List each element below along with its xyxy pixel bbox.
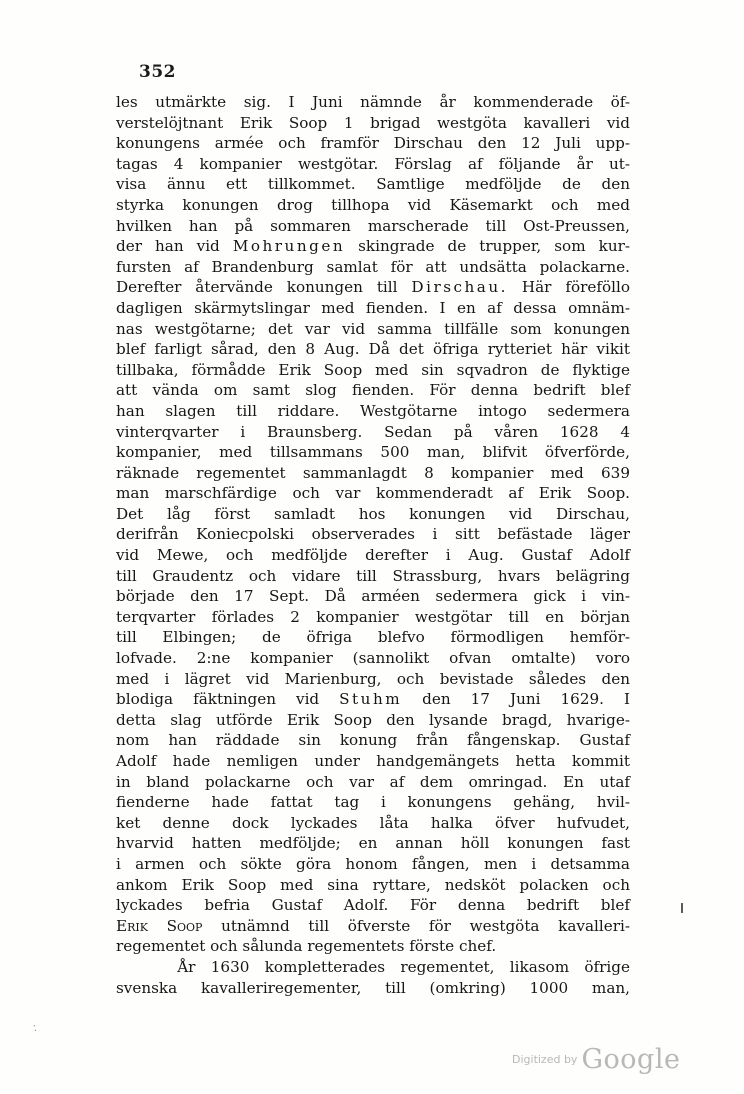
text-fragment: utnämnd till öfverste för westgöta kavalleri- xyxy=(202,916,630,935)
text-line: regementet och sålunda regementets förste chef. xyxy=(116,937,497,956)
text-line: att vända om samt slog fienden. För denna bedrift blef xyxy=(116,381,630,400)
google-logo: Google xyxy=(581,1044,681,1075)
text-line: ankom Erik Soop med sina ryttare, nedsköt polacken och xyxy=(116,875,630,894)
text-line: svenska kavalleriregementer, till (omkring) 1000 man, xyxy=(116,978,630,997)
text-fragment: blodiga fäktningen vid xyxy=(116,690,340,709)
text-line: lyckades befria Gustaf Adolf. För denna bedrift blef xyxy=(116,896,630,915)
place-name-stuhm: Stuhm xyxy=(339,690,403,709)
text-line-mohrungen xyxy=(116,236,630,257)
paragraph-indent xyxy=(116,958,177,976)
scan-speck: ·. xyxy=(29,1019,43,1035)
page-number: 352 xyxy=(139,62,176,82)
text-line: terqvarter förlades 2 kompanier westgötar till en början xyxy=(116,607,630,626)
text-fragment: År 1630 kompletterades regementet, likasom öfrige xyxy=(177,957,630,976)
text-line: man marschfärdige och var kommenderadt af Erik Soop. xyxy=(116,484,630,503)
text-line: lofvade. 2:ne kompanier (sannolikt ofvan omtalte) voro xyxy=(116,649,630,668)
text-line: in bland polackarne och var af dem omringad. En utaf xyxy=(116,772,630,791)
text-line: han slagen till riddare. Westgötarne intogo sedermera xyxy=(116,401,630,420)
text-line: nom han räddade sin konung från fångenskap. Gustaf xyxy=(116,731,630,750)
margin-mark xyxy=(681,903,683,913)
text-line: konungens armée och framför Dirschau den 12 Juli upp- xyxy=(116,134,630,153)
text-line: tillbaka, förmådde Erik Soop med sin sqvadron de flyktige xyxy=(116,360,630,379)
text-line: styrka konungen drog tillhopa vid Käsemarkt och med xyxy=(116,195,630,214)
digitized-watermark xyxy=(512,1044,680,1075)
text-fragment: den 17 Juni 1629. I xyxy=(402,690,630,709)
text-line: dagligen skärmytslingar med fienden. I en af dessa omnäm- xyxy=(116,298,630,317)
text-line: les utmärkte sig. I Juni nämnde år kommenderade öf- xyxy=(116,93,630,111)
text-line: hvilken han på sommaren marscherade till Ost-Preussen, xyxy=(116,216,630,235)
text-line: med i lägret vid Marienburg, och bevistade således den xyxy=(116,669,630,688)
text-line: nas westgötarne; det var vid samma tillfälle som konungen xyxy=(116,319,630,338)
text-line: vinterqvarter i Braunsberg. Sedan på våren 1628 4 xyxy=(116,422,630,441)
name-erik-soop: Erik Soop xyxy=(116,916,203,935)
place-name-mohrungen: Mohrungen xyxy=(232,237,346,256)
text-line: tagas 4 kompanier westgötar. Förslag af följande år ut- xyxy=(116,154,630,173)
text-line: detta slag utförde Erik Soop den lysande bragd, hvarige- xyxy=(116,710,630,729)
text-line-dirschau xyxy=(116,277,630,298)
text-line: Adolf hade nemligen under handgemängets hetta kommit xyxy=(116,752,630,770)
text-line: visa ännu ett tillkommet. Samtlige medföljde de den xyxy=(116,175,630,194)
text-fragment: Här föreföllo xyxy=(507,278,630,297)
text-line: hvarvid hatten medföljde; en annan höll konungen fast xyxy=(116,834,630,853)
text-line: fursten af Brandenburg samlat för att undsätta polackarne. xyxy=(116,257,630,276)
text-line: blef farligt sårad, den 8 Aug. Då det öfriga rytteriet här vikit xyxy=(116,340,630,359)
text-line: fienderne hade fattat tag i konungens gehäng, hvil- xyxy=(116,793,630,812)
text-line: började den 17 Sept. Då arméen sedermera gick i vin- xyxy=(116,587,630,606)
text-fragment: Derefter återvände konungen till xyxy=(116,278,412,297)
text-line: verstelöjtnant Erik Soop 1 brigad westgöta kavalleri vid xyxy=(116,113,630,132)
text-line: kompanier, med tillsammans 500 man, blifvit öfverförde, xyxy=(116,443,630,462)
text-line-stuhm xyxy=(116,689,630,710)
text-line-paragraph-start xyxy=(116,957,630,978)
body-text xyxy=(116,92,630,998)
text-line: ket denne dock lyckades låta halka öfver hufvudet, xyxy=(116,813,630,832)
text-line: till Graudentz och vidare till Strassburg, hvars belägring xyxy=(116,566,630,585)
text-line-erik-soop xyxy=(116,916,630,937)
text-line: derifrån Koniecpolski observerades i sitt befästade läger xyxy=(116,525,630,544)
text-line: vid Mewe, och medföljde derefter i Aug. Gustaf Adolf xyxy=(116,546,630,565)
watermark-prefix: Digitized by xyxy=(512,1053,578,1066)
text-line: räknade regementet sammanlagdt 8 kompanier med 639 xyxy=(116,463,630,482)
text-line: i armen och sökte göra honom fången, men i detsamma xyxy=(116,854,630,873)
text-fragment: der han vid xyxy=(116,237,233,256)
text-line: till Elbingen; de öfriga blefvo förmodligen hemför- xyxy=(116,628,630,647)
text-fragment: skingrade de trupper, som kur- xyxy=(345,237,630,256)
text-line: Det låg först samladt hos konungen vid Dirschau, xyxy=(116,504,630,523)
place-name-dirschau: Dirschau. xyxy=(411,278,508,297)
